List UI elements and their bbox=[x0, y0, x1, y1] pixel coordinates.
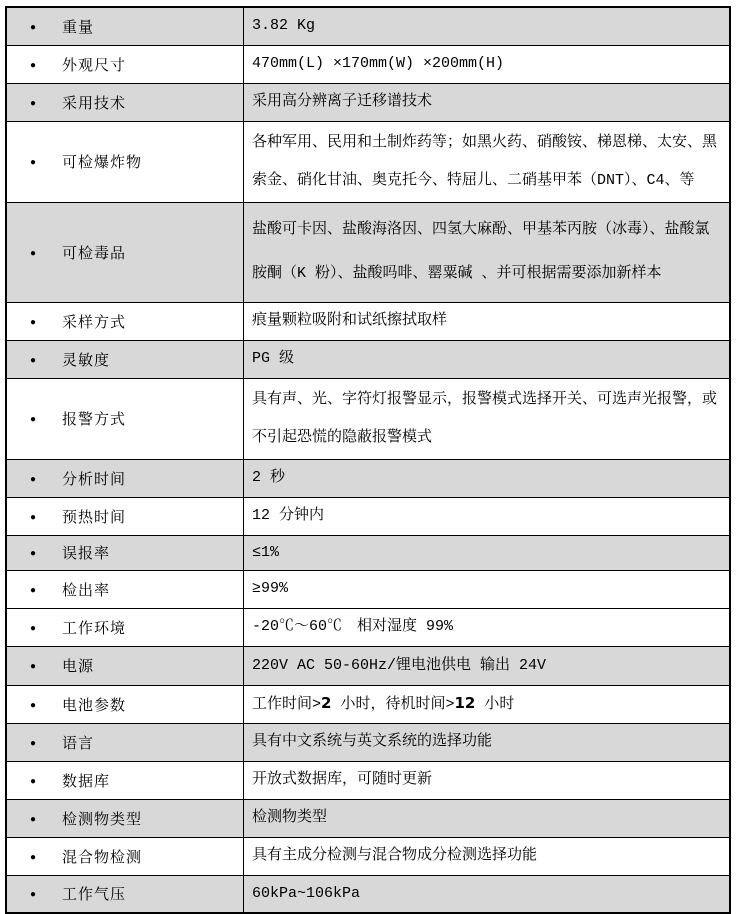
spec-value-cell bbox=[244, 202, 731, 302]
spec-value: 检测物类型 bbox=[252, 809, 328, 826]
bullet-icon: ● bbox=[30, 22, 37, 34]
spec-label-cell bbox=[6, 83, 244, 121]
spec-label-cell bbox=[6, 45, 244, 83]
spec-label-cell bbox=[6, 685, 244, 723]
table-row bbox=[6, 570, 730, 608]
spec-value-cell bbox=[244, 535, 731, 570]
table-row bbox=[6, 497, 730, 535]
spec-label-cell bbox=[6, 7, 244, 45]
spec-value-cell bbox=[244, 497, 731, 535]
bullet-icon: ● bbox=[30, 852, 37, 864]
spec-value-cell bbox=[244, 121, 731, 202]
spec-value-cell bbox=[244, 685, 731, 723]
bullet-icon: ● bbox=[30, 355, 37, 367]
spec-value-cell bbox=[244, 646, 731, 685]
spec-value-cell bbox=[244, 723, 731, 761]
spec-label: 数据库 bbox=[62, 773, 111, 791]
spec-value-cell bbox=[244, 608, 731, 646]
spec-label-cell bbox=[6, 608, 244, 646]
table-row bbox=[6, 723, 730, 761]
table-row bbox=[6, 121, 730, 202]
spec-value-cell bbox=[244, 302, 731, 340]
spec-value: 具有声、光、字符灯报警显示，报警模式选择开关、可选声光报警，或不引起恐慌的隐蔽报警模式 bbox=[252, 390, 718, 446]
spec-label: 检出率 bbox=[62, 582, 111, 600]
spec-value-cell bbox=[244, 799, 731, 837]
spec-value: 2 秒 bbox=[252, 469, 286, 486]
spec-value: 采用高分辨离子迁移谱技术 bbox=[252, 93, 433, 110]
spec-label-cell bbox=[6, 875, 244, 913]
spec-label: 检测物类型 bbox=[62, 811, 143, 829]
table-row bbox=[6, 7, 730, 45]
spec-value: ≥99% bbox=[252, 580, 289, 597]
bullet-icon: ● bbox=[30, 814, 37, 826]
bullet-icon: ● bbox=[30, 158, 37, 169]
spec-label-cell bbox=[6, 535, 244, 570]
spec-value-segment: 小时 bbox=[475, 696, 515, 713]
table-row bbox=[6, 685, 730, 723]
spec-value-segment: 小时，待机时间> bbox=[331, 696, 455, 713]
bullet-icon: ● bbox=[30, 415, 37, 426]
table-row bbox=[6, 45, 730, 83]
spec-label-cell bbox=[6, 459, 244, 497]
bullet-icon: ● bbox=[30, 248, 37, 260]
table-row bbox=[6, 202, 730, 302]
spec-value: 盐酸可卡因、盐酸海洛因、四氢大麻酚、甲基苯丙胺（冰毒）、盐酸氯胺酮（K 粉）、盐酸吗啡、罂粟碱 、并可根据需要添加新样本 bbox=[252, 221, 710, 282]
spec-value: 220V AC 50-60Hz/锂电池供电 输出 24V bbox=[252, 656, 547, 674]
bullet-icon: ● bbox=[30, 512, 37, 524]
spec-label: 语言 bbox=[62, 735, 95, 753]
table-row bbox=[6, 83, 730, 121]
spec-label: 采用技术 bbox=[62, 95, 127, 113]
bullet-icon: ● bbox=[30, 776, 37, 788]
table-row bbox=[6, 340, 730, 378]
table-row bbox=[6, 837, 730, 875]
spec-value-number: 2 bbox=[321, 694, 332, 712]
spec-value-segment: 工作时间> bbox=[252, 696, 322, 713]
spec-label: 电池参数 bbox=[62, 697, 127, 715]
spec-value-cell bbox=[244, 45, 731, 83]
spec-label-cell bbox=[6, 646, 244, 685]
spec-value-cell bbox=[244, 340, 731, 378]
table-row bbox=[6, 378, 730, 459]
spec-value: 具有中文系统与英文系统的选择功能 bbox=[252, 733, 493, 750]
bullet-icon: ● bbox=[30, 98, 37, 110]
spec-label: 重量 bbox=[62, 19, 95, 37]
spec-value: PG 级 bbox=[252, 350, 295, 367]
spec-label: 采样方式 bbox=[62, 314, 127, 332]
bullet-icon: ● bbox=[30, 317, 37, 329]
bullet-icon: ● bbox=[30, 662, 37, 673]
bullet-icon: ● bbox=[30, 474, 37, 486]
table-row bbox=[6, 608, 730, 646]
spec-label: 可检爆炸物 bbox=[62, 155, 143, 172]
spec-label-cell bbox=[6, 570, 244, 608]
table-row bbox=[6, 459, 730, 497]
spec-label: 电源 bbox=[62, 659, 95, 676]
table-row bbox=[6, 799, 730, 837]
spec-label-cell bbox=[6, 378, 244, 459]
table-row bbox=[6, 875, 730, 913]
table-row bbox=[6, 761, 730, 799]
table-row bbox=[6, 535, 730, 570]
spec-table-body bbox=[6, 7, 730, 913]
spec-value: -20℃～60℃ 相对湿度 99% bbox=[252, 618, 454, 635]
bullet-icon: ● bbox=[30, 890, 37, 902]
spec-value: 3.82 Kg bbox=[252, 17, 316, 35]
bullet-icon: ● bbox=[30, 623, 37, 635]
spec-value: 开放式数据库，可随时更新 bbox=[252, 771, 433, 788]
spec-value-number: 12 bbox=[454, 694, 476, 712]
spec-label-cell bbox=[6, 302, 244, 340]
spec-value-cell bbox=[244, 7, 731, 45]
spec-value-cell bbox=[244, 83, 731, 121]
spec-value: 60kPa~106kPa bbox=[252, 884, 361, 902]
bullet-icon: ● bbox=[30, 738, 37, 750]
spec-label: 误报率 bbox=[62, 546, 111, 563]
bullet-icon: ● bbox=[30, 549, 37, 560]
spec-label-cell bbox=[6, 799, 244, 837]
spec-value: 各种军用、民用和土制炸药等；如黑火药、硝酸铵、梯恩梯、太安、黑索金、硝化甘油、奥克托今、特屈儿、二硝基甲苯（DNT）、C4、等 bbox=[252, 133, 718, 189]
spec-label: 可检毒品 bbox=[62, 245, 127, 263]
spec-label-cell bbox=[6, 723, 244, 761]
bullet-icon: ● bbox=[30, 60, 37, 72]
spec-value: 470mm(L) ×170mm(W) ×200mm(H) bbox=[252, 55, 505, 72]
spec-value-cell bbox=[244, 378, 731, 459]
spec-value: 痕量颗粒吸附和试纸擦拭取样 bbox=[252, 312, 448, 329]
spec-label: 报警方式 bbox=[62, 412, 127, 429]
spec-label-cell bbox=[6, 202, 244, 302]
spec-label: 混合物检测 bbox=[62, 849, 143, 867]
spec-label-cell bbox=[6, 497, 244, 535]
spec-label-cell bbox=[6, 761, 244, 799]
spec-value: ≤1% bbox=[252, 543, 280, 561]
spec-label: 分析时间 bbox=[62, 471, 127, 489]
spec-value-cell bbox=[244, 837, 731, 875]
spec-value: 12 分钟内 bbox=[252, 507, 325, 524]
spec-value-cell bbox=[244, 761, 731, 799]
spec-table bbox=[5, 6, 731, 914]
bullet-icon: ● bbox=[30, 585, 37, 597]
spec-label: 外观尺寸 bbox=[62, 57, 127, 75]
spec-label-cell bbox=[6, 340, 244, 378]
spec-value: 具有主成分检测与混合物成分检测选择功能 bbox=[252, 847, 538, 864]
spec-value-cell bbox=[244, 570, 731, 608]
table-row bbox=[6, 646, 730, 685]
spec-label-cell bbox=[6, 121, 244, 202]
bullet-icon: ● bbox=[30, 700, 37, 712]
spec-value-cell bbox=[244, 459, 731, 497]
spec-label-cell bbox=[6, 837, 244, 875]
table-row bbox=[6, 302, 730, 340]
spec-label: 预热时间 bbox=[62, 509, 127, 527]
spec-label: 工作气压 bbox=[62, 887, 127, 905]
spec-value-cell bbox=[244, 875, 731, 913]
spec-label: 工作环境 bbox=[62, 620, 127, 638]
spec-label: 灵敏度 bbox=[62, 352, 111, 370]
